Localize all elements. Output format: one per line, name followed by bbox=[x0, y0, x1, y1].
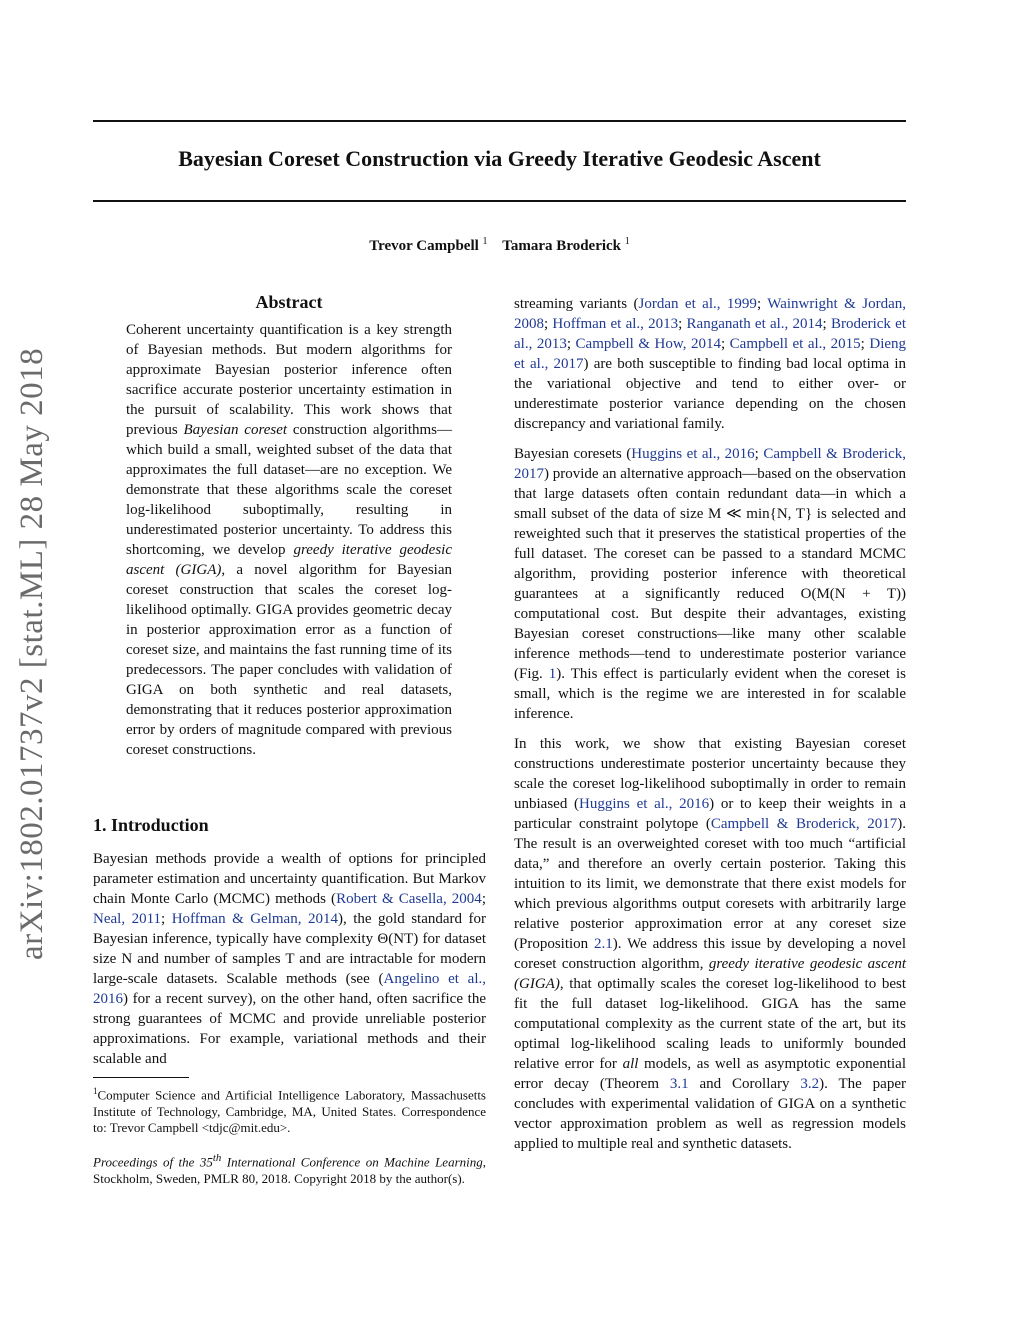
citation-link[interactable]: Jordan et al., 1999 bbox=[638, 296, 757, 312]
author-name: Trevor Campbell bbox=[369, 238, 479, 254]
proposition-link[interactable]: 2.1 bbox=[594, 936, 613, 952]
author-name: Tamara Broderick bbox=[502, 238, 622, 254]
citation-link[interactable]: Campbell et al., 2015 bbox=[729, 336, 861, 352]
intro-paragraph: Bayesian methods provide a wealth of options for principled parameter estimation and uncertainty quantification. But Markov chain Monte Carlo (MCMC) methods (Robert & Casella, 2004; Neal, 2011; Hoffman & Gelman, 2014), the gold standard for Bayesian inference, typically have complexity Θ(NT) for dataset size N and number of samples T and are intractable for modern large-scale datasets. Scalable methods (see (Angelino et al., 2016) for a recent survey), on the other hand, often sacrifice the strong guarantees of MCMC and provide unreliable posterior approximations. For example, variational methods and their scalable and bbox=[93, 851, 487, 1067]
citation-link[interactable]: Huggins et al., 2016 bbox=[579, 796, 710, 812]
corollary-link[interactable]: 3.2 bbox=[800, 1076, 820, 1092]
footnote-rule bbox=[93, 1077, 189, 1078]
citation-link[interactable]: Dieng et al., 2017 bbox=[514, 336, 907, 372]
abstract-heading: Abstract bbox=[255, 292, 323, 312]
citation-link[interactable]: Wainwright & Jordan, 2008 bbox=[514, 296, 906, 332]
citation-link[interactable]: Campbell & How, 2014 bbox=[575, 336, 721, 352]
citation-link[interactable]: Campbell & Broderick, 2017 bbox=[514, 446, 906, 482]
author-list bbox=[93, 236, 906, 255]
citation-link[interactable]: Broderick et al., 2013 bbox=[514, 316, 906, 352]
theorem-link[interactable]: 3.1 bbox=[669, 1076, 689, 1092]
paper-title: Bayesian Coreset Construction via Greedy Iterative Geodesic Ascent bbox=[178, 146, 821, 171]
citation-link[interactable]: Neal, 2011 bbox=[93, 911, 162, 927]
arxiv-stamp: arXiv:1802.01737v2 [stat.ML] 28 May 2018 bbox=[14, 347, 50, 960]
citation-link[interactable]: Robert & Casella, 2004 bbox=[336, 891, 482, 907]
citation-link[interactable]: Campbell & Broderick, 2017 bbox=[710, 816, 898, 832]
section-heading-introduction: 1. Introduction bbox=[93, 815, 209, 835]
right-column bbox=[514, 294, 906, 1164]
author-affil: 1 bbox=[624, 236, 630, 247]
citation-link[interactable]: Angelino et al., 2016 bbox=[93, 971, 486, 1007]
citation-link[interactable]: Hoffman et al., 2013 bbox=[552, 316, 679, 332]
citation-link[interactable]: Hoffman & Gelman, 2014 bbox=[171, 911, 338, 927]
paragraph-coresets: Bayesian coresets (Huggins et al., 2016; Campbell & Broderick, 2017) provide an alternative approach—based on the observation that large datasets often contain redundant data—in which a small subset of the data of size M ≪ min{N, T} is selected and reweighted such that it preserves the statistical properties of the full dataset. The coreset can be passed to a standard MCMC algorithm, providing posterior inference with theoretical guarantees at a significantly reduced O(M(N + T)) computational cost. But despite their advantages, existing Bayesian coreset constructions—like many other scalable inference methods—tend to underestimate posterior variance (Fig. 1). This effect is particularly evident when the coreset is small, which is the regime we are interested in for scalable inference. bbox=[514, 446, 906, 722]
title-rule-bottom bbox=[93, 200, 906, 202]
proceedings-note: Proceedings of the 35th International Conference on Machine Learning, Stockholm, Sweden, PMLR 80, 2018. Copyright 2018 by the author(s). bbox=[93, 1152, 486, 1187]
citation-link[interactable]: Ranganath et al., 2014 bbox=[686, 316, 823, 332]
abstract-body: Coherent uncertainty quantification is a key strength of Bayesian methods. But modern algorithms for approximate Bayesian posterior inference often sacrifice accurate posterior uncertainty estimation in the pursuit of scalability. This work shows that previous Bayesian coreset construction algorithms—which build a small, weighted subset of the data that approximates the full dataset—are no exception. We demonstrate that these algorithms scale the coreset log-likelihood suboptimally, resulting in underestimated posterior uncertainty. To address this shortcoming, we develop greedy iterative geodesic ascent (GIGA), a novel algorithm for Bayesian coreset construction that scales the coreset log-likelihood optimally. GIGA provides geometric decay in posterior approximation error as a function of coreset size, and maintains the fast running time of its predecessors. The paper concludes with validation of GIGA on both synthetic and real datasets, demonstrating that it reduces posterior approximation error by orders of magnitude compared with previous coreset constructions. bbox=[126, 322, 453, 758]
figure-link[interactable]: 1 bbox=[548, 666, 557, 682]
paragraph-variational: streaming variants (Jordan et al., 1999; Wainwright & Jordan, 2008; Hoffman et al., 2013; Ranganath et al., 2014; Broderick et al., 2013; Campbell & How, 2014; Campbell et al., 2015; Dieng et al., 2017) are both susceptible to finding bad local optima in the variational objective and tend to either over- or underestimate posterior variance depending on the chosen discrepancy and variational family. bbox=[514, 296, 907, 432]
title-rule-top bbox=[93, 120, 906, 122]
citation-link[interactable]: Huggins et al., 2016 bbox=[631, 446, 755, 462]
affiliation-footnote: $^1$Computer Science and Artificial Intelligence Laboratory, Massachusetts Institute of Technology, Cambridge, MA, United States. Correspondence to: Trevor Campbell <tdjc@mit.edu>. bbox=[93, 1086, 486, 1136]
author-affil: 1 bbox=[482, 236, 488, 247]
paragraph-this-work: In this work, we show that existing Bayesian coreset constructions underestimate posterior uncertainty because they scale the coreset log-likelihood suboptimally in order to remain unbiased (Huggins et al., 2016) or to keep their weights in a particular constraint polytope (Campbell & Broderick, 2017). The result is an overweighted coreset with too much “artificial data,” and therefore an overly certain posterior. Taking this intuition to its limit, we demonstrate that there exist models for which previous algorithms output coresets with arbitrarily large relative posterior approximation error at any coreset size (Proposition 2.1). We address this issue by developing a novel coreset construction algorithm, greedy iterative geodesic ascent (GIGA), that optimally scales the coreset log-likelihood to best fit the full dataset log-likelihood. GIGA has the same computational complexity as the current state of the art, but its optimal log-likelihood scaling leads to uniformly bounded relative error for all models, as well as asymptotic exponential error decay (Theorem 3.1 and Corollary 3.2). The paper concludes with experimental validation of GIGA on a synthetic vector approximation problem as well as regression models applied to multiple real and synthetic datasets. bbox=[514, 736, 907, 1152]
